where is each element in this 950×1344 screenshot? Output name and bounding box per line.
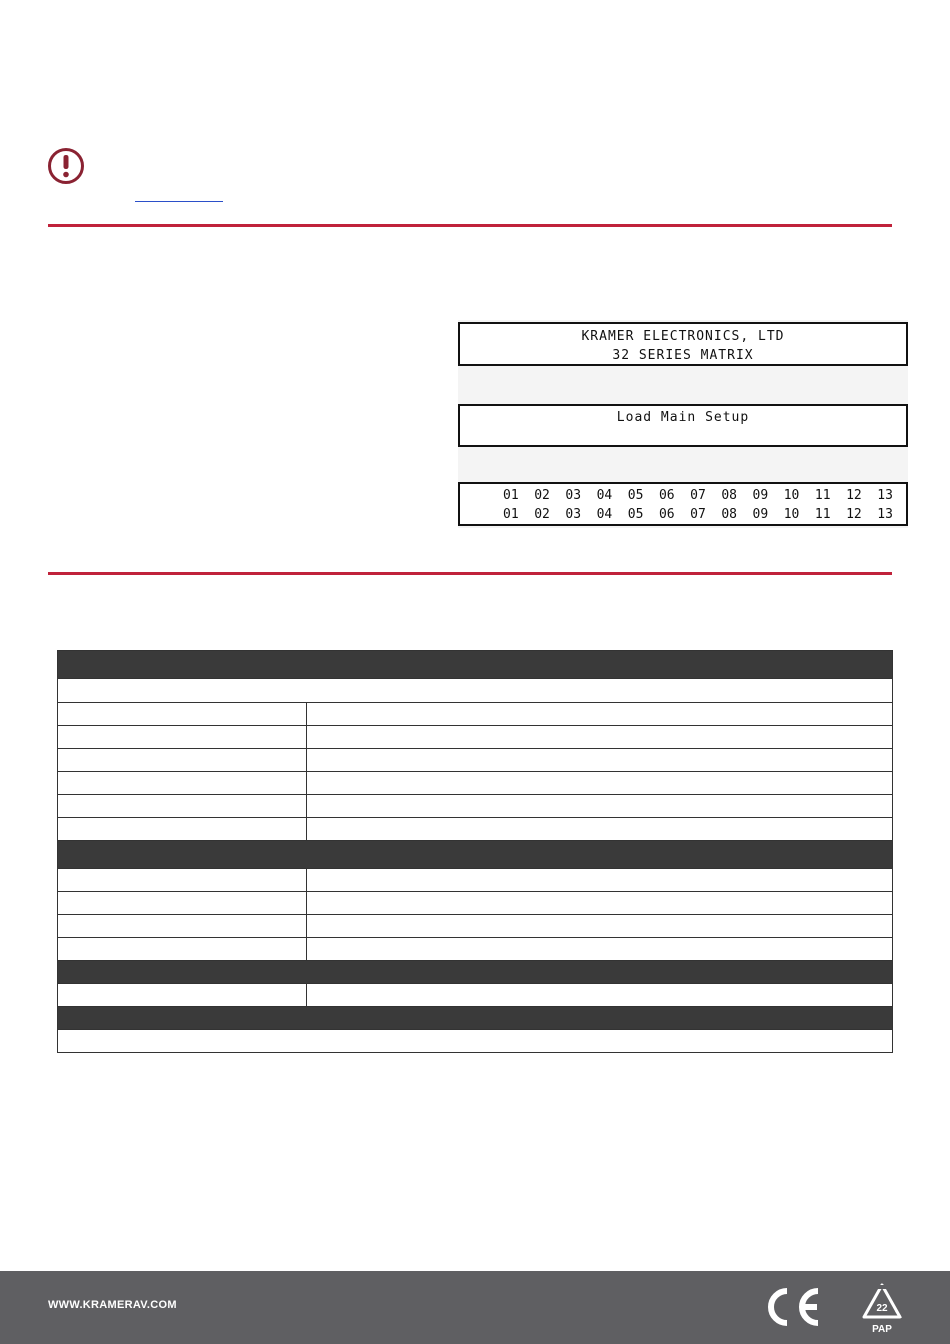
lcd-channel-number: 05 <box>627 488 644 503</box>
table-header-row <box>58 841 893 869</box>
lcd-channel-number: 02 <box>534 507 550 522</box>
lcd-channel-number: 13 <box>877 507 893 522</box>
lcd-channel-number: 10 <box>783 488 800 503</box>
lcd-channel-number: 12 <box>846 488 862 503</box>
lcd-channel-number: 13 <box>877 488 893 503</box>
section-divider-bottom <box>48 572 892 575</box>
recycling-label: PAP <box>872 1324 892 1335</box>
lcd-line: KRAMER ELECTRONICS, LTD <box>581 329 785 344</box>
table-row <box>58 892 893 915</box>
table-row <box>58 1030 893 1053</box>
specifications-table <box>57 650 893 1053</box>
lcd-line: Load Main Setup <box>616 410 750 425</box>
lcd-screen-status <box>458 482 908 526</box>
table-subheader-row <box>58 679 893 703</box>
table-row <box>58 984 893 1007</box>
table-row <box>58 703 893 726</box>
lcd-channel-number: 12 <box>846 507 862 522</box>
table-row <box>58 726 893 749</box>
lcd-channel-number: 07 <box>690 507 706 522</box>
lcd-channel-number: 03 <box>565 488 582 503</box>
lcd-channel-number: 07 <box>690 488 706 503</box>
recycling-code: 22 <box>876 1303 888 1314</box>
exclamation-circle-icon <box>46 146 86 186</box>
recycling-icon <box>858 1281 906 1339</box>
section-divider-top <box>48 224 892 227</box>
hyperlink[interactable] <box>135 201 223 202</box>
lcd-channel-number: 04 <box>596 507 613 522</box>
lcd-channel-number: 04 <box>596 488 613 503</box>
lcd-channel-number: 06 <box>658 488 675 503</box>
lcd-channel-number: 06 <box>658 507 675 522</box>
lcd-channel-number: 11 <box>814 488 831 503</box>
table-header-row <box>58 961 893 984</box>
lcd-channel-number: 05 <box>627 507 644 522</box>
lcd-screen-setup <box>458 404 908 447</box>
lcd-line: 32 SERIES MATRIX <box>612 348 754 363</box>
page-footer <box>0 1271 950 1344</box>
lcd-channel-number: 03 <box>565 507 582 522</box>
lcd-channel-number: 10 <box>783 507 800 522</box>
lcd-channel-number: 09 <box>752 507 769 522</box>
table-header-row <box>58 1007 893 1030</box>
website-url[interactable]: WWW.KRAMERAV.COM <box>48 1299 177 1311</box>
table-row <box>58 915 893 938</box>
lcd-channel-number: 08 <box>721 488 738 503</box>
lcd-channel-number: 09 <box>752 488 769 503</box>
lcd-channel-number: 08 <box>721 507 738 522</box>
lcd-channel-number: 01 <box>503 488 519 503</box>
lcd-input-row <box>490 505 906 524</box>
lcd-line <box>460 427 906 446</box>
table-row <box>58 818 893 841</box>
table-row <box>58 772 893 795</box>
table-row <box>58 869 893 892</box>
lcd-channel-number: 11 <box>814 507 831 522</box>
ce-mark-icon <box>760 1283 824 1331</box>
lcd-channel-number: 02 <box>534 488 550 503</box>
table-row <box>58 795 893 818</box>
lcd-output-row <box>490 486 906 505</box>
lcd-screen-startup <box>458 322 908 366</box>
table-header-row <box>58 651 893 679</box>
lcd-channel-number: 01 <box>503 507 519 522</box>
table-row <box>58 938 893 961</box>
table-row <box>58 749 893 772</box>
